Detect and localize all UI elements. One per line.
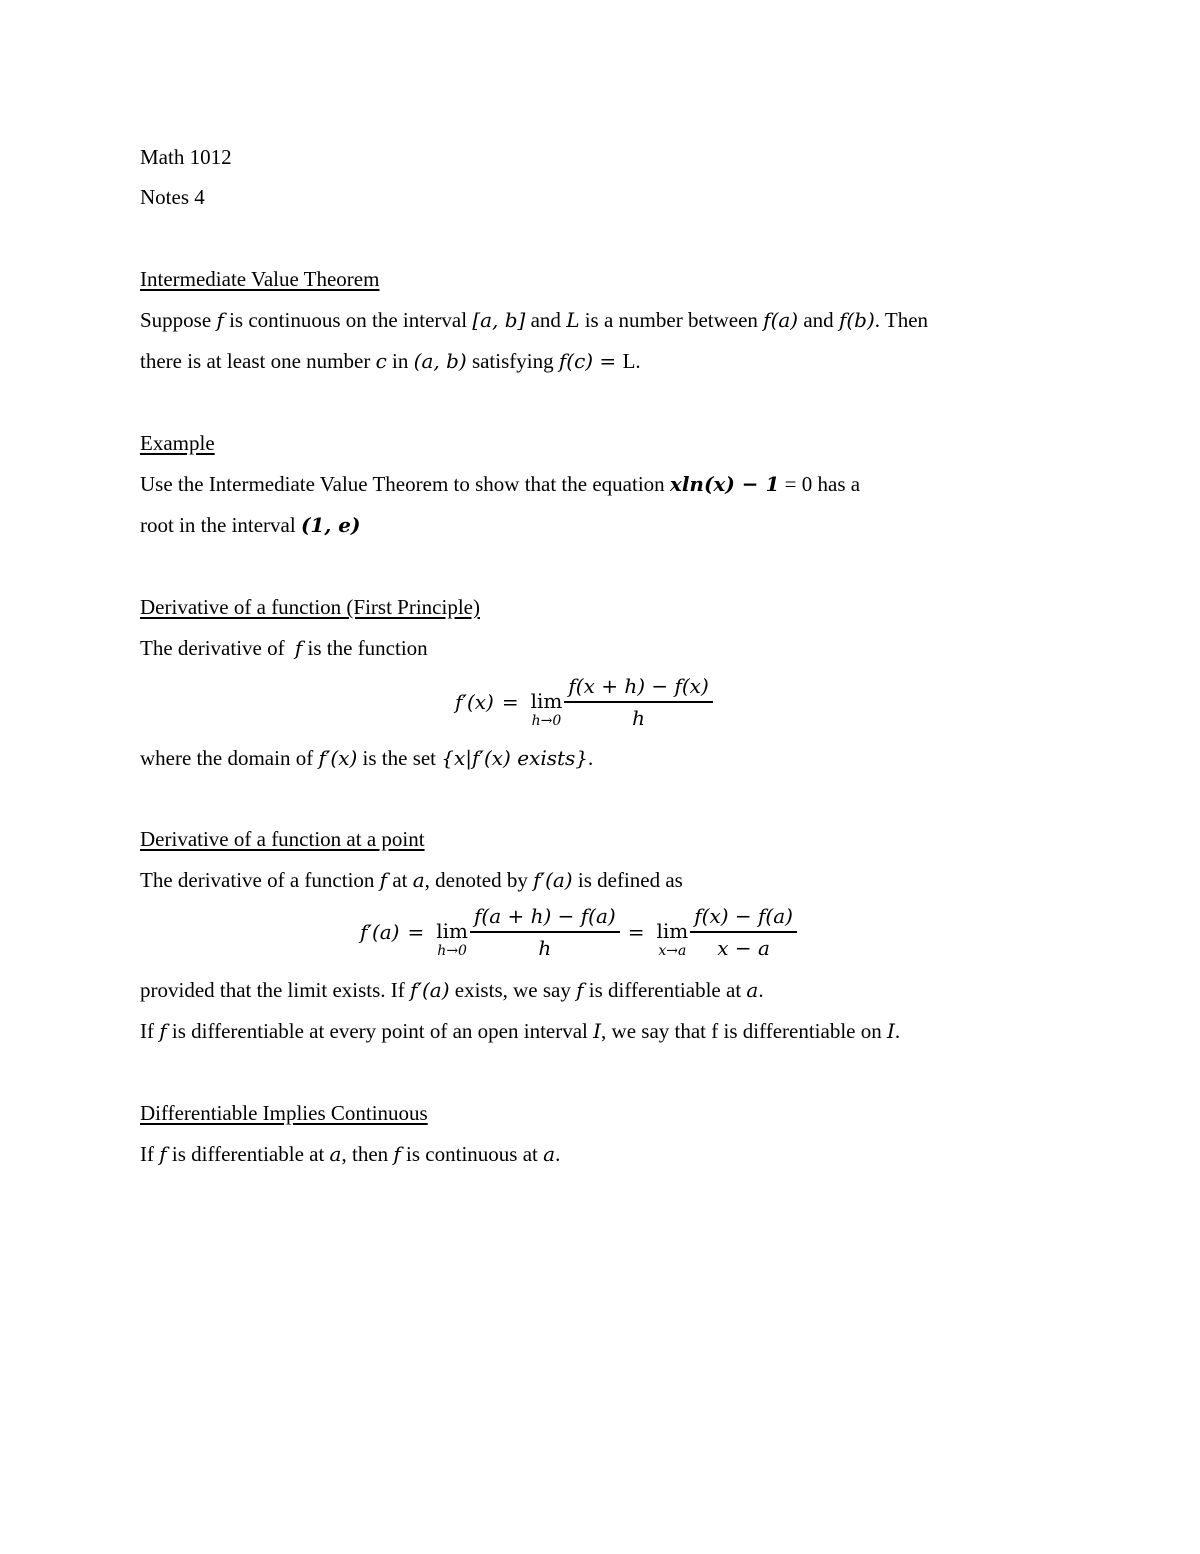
eq-lhs: f′(x)	[455, 689, 494, 714]
math-set: {x|f′(x) exists}	[441, 746, 589, 770]
math-f: f	[216, 308, 224, 332]
text: L.	[622, 349, 641, 373]
math-fa: f(a)	[763, 308, 799, 332]
limit-operator	[436, 921, 468, 958]
math-f: f	[159, 1019, 167, 1043]
math-a: a	[746, 978, 759, 1002]
text: , denoted by	[424, 868, 534, 892]
notes-number: Notes 4	[140, 185, 205, 209]
fraction-numerator: f(x) − f(a)	[694, 904, 793, 928]
ivt-statement-line-2	[140, 341, 641, 382]
fraction-denominator: x − a	[717, 935, 770, 960]
math-fb: f(b)	[838, 308, 875, 332]
example-line-1	[140, 464, 860, 505]
math-fprime-a: f′(a)	[533, 868, 573, 892]
diff-cont-heading: Differentiable Implies Continuous	[140, 1101, 428, 1125]
text: If	[140, 1019, 160, 1043]
at-point-equation	[360, 906, 797, 958]
text: at	[387, 868, 413, 892]
course-title: Math 1012	[140, 145, 232, 169]
lim-word: lim	[656, 919, 689, 944]
at-point-proviso	[140, 970, 764, 1011]
fraction-numerator: f(x + h) − f(x)	[568, 674, 709, 698]
math-interval: [a, b]	[472, 308, 526, 332]
math-equals: =	[593, 349, 623, 373]
lim-word: lim	[436, 919, 469, 944]
text: provided that the limit exists. If	[140, 978, 411, 1002]
math-f: f	[576, 978, 584, 1002]
example-heading: Example	[140, 431, 215, 455]
at-point-intro	[140, 860, 683, 901]
example-line-2	[140, 505, 360, 546]
text: .	[758, 978, 764, 1002]
math-a: a	[329, 1142, 342, 1166]
text: The derivative of	[140, 636, 290, 660]
text: is the function	[302, 636, 428, 660]
text: and	[798, 308, 839, 332]
math-c: c	[375, 349, 387, 373]
limit-operator	[656, 921, 688, 958]
text: is differentiable at every point of an open interval	[166, 1019, 594, 1043]
domain-statement	[140, 738, 593, 779]
text: . Then	[874, 308, 929, 332]
eq-lhs: f′(a)	[360, 919, 400, 944]
text: where the domain of	[140, 746, 319, 770]
math-f: f	[379, 868, 388, 892]
math-interval: (1, e)	[300, 513, 361, 537]
text: in	[386, 349, 414, 373]
eq-equals: =	[501, 689, 519, 714]
text: .	[588, 746, 594, 770]
first-principle-heading: Derivative of a function (First Principle)	[140, 595, 480, 619]
difference-quotient-h	[470, 906, 620, 958]
text: is continuous at	[400, 1142, 544, 1166]
eq-equals: =	[407, 919, 425, 944]
ivt-statement-line-1	[140, 300, 928, 341]
math-fprime-a: f′(a)	[410, 978, 450, 1002]
diff-cont-statement	[140, 1134, 560, 1175]
text: is differentiable at	[583, 978, 747, 1002]
text: is continuous on the interval	[223, 308, 473, 332]
text: The derivative of a function	[140, 868, 380, 892]
math-a: a	[543, 1142, 556, 1166]
math-f: f	[393, 1142, 401, 1166]
math-fc: f(c)	[558, 349, 594, 373]
lim-word: lim	[530, 689, 563, 714]
math-f: f	[159, 1142, 167, 1166]
difference-quotient-x	[690, 906, 797, 958]
math-fprime-x: f′(x)	[318, 746, 358, 770]
text: .	[894, 1019, 901, 1043]
fraction-numerator: f(a + h) − f(a)	[474, 904, 616, 928]
math-equation: xln(x) − 1	[669, 472, 780, 496]
text: satisfying	[466, 349, 559, 373]
at-point-heading: Derivative of a function at a point	[140, 827, 425, 851]
math-L: L	[566, 308, 580, 332]
math-I: I	[593, 1019, 602, 1043]
difference-quotient	[564, 676, 712, 728]
text: and	[525, 308, 567, 332]
text: Suppose	[140, 308, 217, 332]
fraction-denominator: h	[538, 935, 552, 960]
text: there is at least one number	[140, 349, 376, 373]
math-I: I	[886, 1019, 895, 1043]
text: .	[555, 1142, 561, 1166]
text: is differentiable at	[166, 1142, 330, 1166]
text: root in the interval	[140, 513, 301, 537]
eq-equals: =	[627, 919, 645, 944]
text: , then	[341, 1142, 394, 1166]
limit-operator	[531, 691, 563, 728]
fraction-denominator: h	[632, 705, 645, 730]
text: = 0 has a	[779, 472, 861, 496]
lim-subscript: h→0	[437, 943, 467, 960]
text: is defined as	[572, 868, 683, 892]
text: Use the Intermediate Value Theorem to show that the equation	[140, 472, 670, 496]
first-principle-intro	[140, 628, 428, 669]
text: exists, we say	[449, 978, 577, 1002]
at-point-interval-statement	[140, 1011, 900, 1052]
text: is the set	[357, 746, 442, 770]
lim-subscript: h→0	[531, 713, 562, 730]
text: is a number between	[579, 308, 764, 332]
math-f: f	[294, 636, 303, 660]
math-interval: (a, b)	[413, 349, 467, 373]
text: If	[140, 1142, 160, 1166]
math-a: a	[412, 868, 425, 892]
lim-subscript: x→a	[658, 943, 687, 960]
text: , we say that f is differentiable on	[601, 1019, 887, 1043]
ivt-heading: Intermediate Value Theorem	[140, 267, 380, 291]
first-principle-equation	[455, 676, 713, 728]
